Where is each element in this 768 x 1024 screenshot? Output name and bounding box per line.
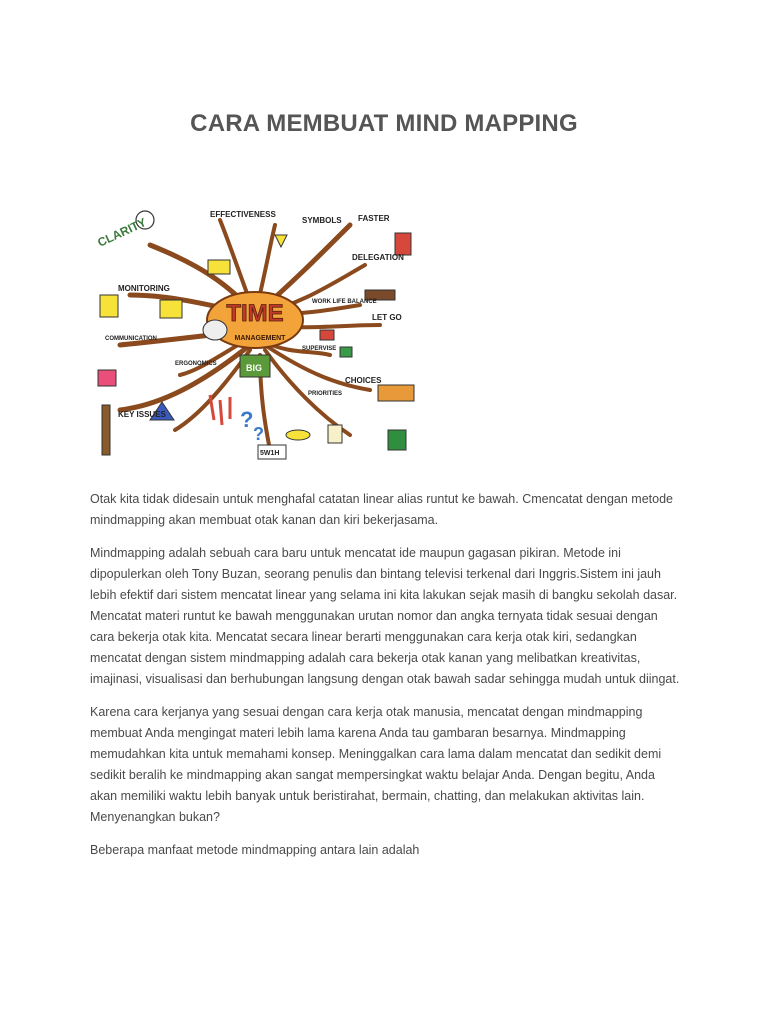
branch-label: ERGONOMICS — [175, 361, 217, 367]
branch-label: CLARITY — [95, 215, 149, 250]
mind-map-drawing — [90, 205, 420, 470]
mind-map-illustration — [90, 205, 420, 470]
paragraph: Otak kita tidak didesain untuk menghafal catatan linear alias runtut ke bawah. Cmencatat dengan metode mindmapping akan membuat otak kanan dan kiri bekerjasama. — [90, 492, 673, 527]
branch-label: MONITORING — [118, 284, 170, 293]
center-word: TIME — [226, 300, 284, 327]
branch-label: FASTER — [358, 214, 390, 223]
branch-label: SYMBOLS — [302, 216, 342, 225]
mind-map-center — [207, 292, 303, 348]
branch-label: WORK LIFE BALANCE — [312, 299, 377, 305]
branch-label: BIG — [246, 363, 263, 373]
svg-text:?: ? — [240, 407, 254, 432]
article-body — [90, 489, 682, 873]
paragraph: Beberapa manfaat metode mindmapping antara lain adalah — [90, 843, 420, 857]
branch-label: SUPERVISE — [302, 346, 337, 352]
svg-text:?: ? — [253, 424, 264, 444]
center-subtitle: MANAGEMENT — [234, 335, 286, 342]
paragraph: Karena cara kerjanya yang sesuai dengan cara kerja otak manusia, mencatat dengan mindmapping membuat Anda mengingat materi lebih lama karena Anda tau gambaran besarnya. Mindmapping memudahkan kita untuk memahami konsep. Meninggalkan cara lama dalam mencatat dan sedikit demi sedikit beralih ke mindmapping akan sangat mempersingkat waktu belajar Anda. Dengan begitu, Anda akan memiliki waktu lebih banyak untuk beristirahat, bermain, chatting, dan melakukan aktivitas lain. Menyenangkan bukan? — [90, 705, 662, 824]
branch-label: DELEGATION — [352, 253, 404, 262]
branch-label: COMMUNICATION — [105, 336, 157, 342]
branch-label: 5W1H — [260, 450, 280, 457]
paragraph: Mindmapping adalah sebuah cara baru untuk mencatat ide maupun gagasan pikiran. Metode ini dipopulerkan oleh Tony Buzan, seorang penulis dan bintang televisi terkenal dari Inggris.Sistem ini jauh lebih efektif dari sistem mencatat linear yang selama ini kita lakukan sejak masih di bangku sekolah dasar. Mencatat materi runtut ke bawah menggunakan urutan nomor dan angka ternyata tidak sesuai dengan cara bekerja otak kita. Mencatat secara linear berarti menggunakan cara kerja otak kiri, sedangkan mencatat dengan sistem mindmapping adalah cara bekerja otak kanan yang melibatkan kreativitas, imajinasi, visualisasi dan berhubungan langsung dengan otak bawah sadar sehingga mudah untuk diingat. — [90, 546, 680, 686]
page-title: CARA MEMBUAT MIND MAPPING — [190, 110, 578, 137]
branch-label: PRIORITIES — [308, 391, 343, 397]
branch-label: LET GO — [372, 313, 402, 322]
branch-label: EFFECTIVENESS — [210, 210, 276, 219]
branch-label: CHOICES — [345, 376, 382, 385]
branch-label: KEY ISSUES — [118, 410, 166, 419]
